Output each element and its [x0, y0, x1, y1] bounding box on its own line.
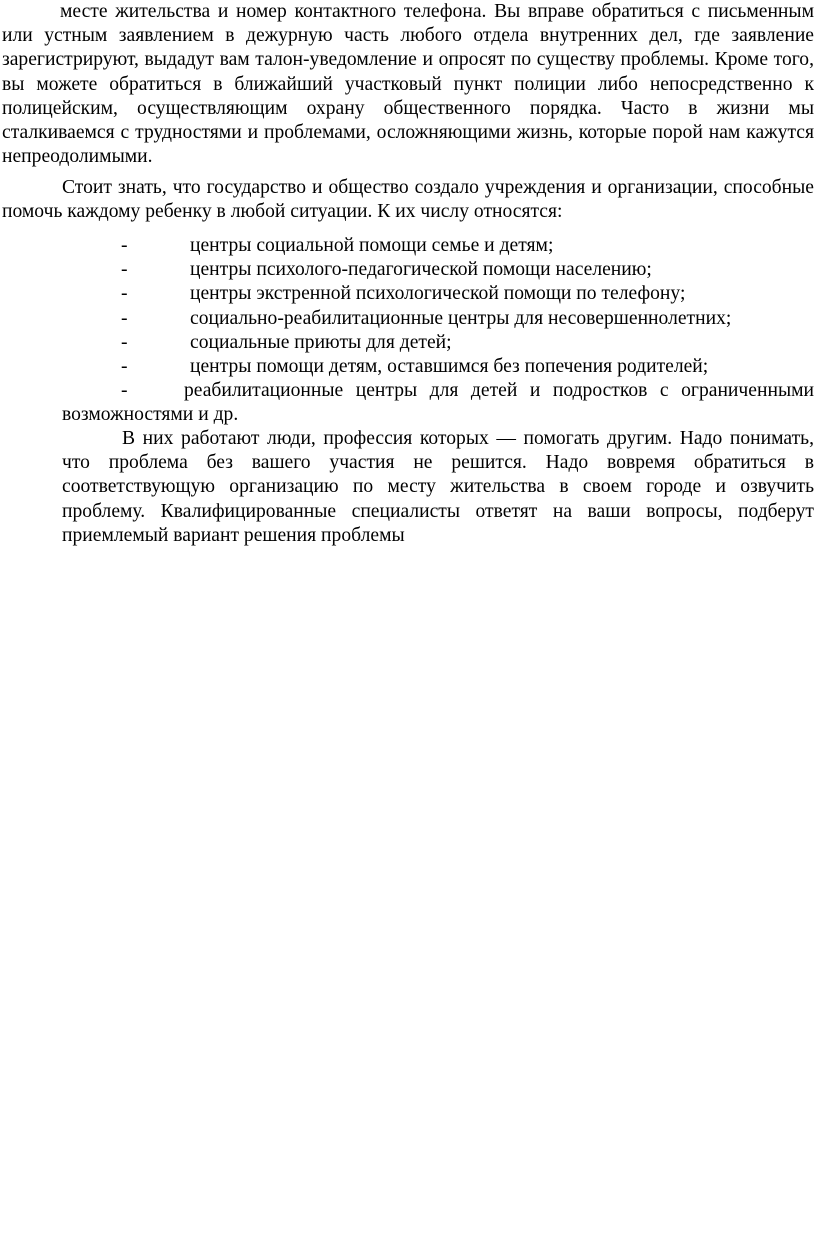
list-item	[0, 331, 816, 355]
list-marker: -	[121, 380, 128, 402]
list-marker: -	[121, 259, 128, 281]
list-item	[0, 234, 816, 258]
paragraph-specialists: В них работают люди, профессия которых — помогать другим. Надо понимать, что проблема без вашего участия не решится. Надо вовремя обратиться в соответствующую организацию по месту жительства в своем городе и озвучить проблему. Квалифицированные специалисты ответят на ваши вопросы, подберут приемлемый вариант решения проблемы	[62, 428, 814, 546]
list-item	[0, 379, 814, 427]
list-item-text: реабилитационные центры для детей и подростков с ограниченными возможностями и др.	[62, 380, 814, 426]
list-marker: -	[121, 355, 128, 377]
paragraph-institutions-intro: Стоит знать, что государство и общество создало учреждения и организации, способные помочь каждому ребенку в любой ситуации. К их числу относятся:	[2, 177, 814, 223]
institutions-list	[0, 234, 816, 428]
list-marker: -	[121, 283, 128, 305]
list-item-text: центры психолого-педагогической помощи населению;	[190, 259, 652, 281]
list-item	[0, 282, 816, 306]
list-item	[0, 307, 816, 331]
list-item-text: социально-реабилитационные центры для несовершеннолетних;	[190, 307, 732, 329]
list-item-text: центры экстренной психологической помощи по телефону;	[190, 283, 686, 305]
list-marker: -	[121, 307, 128, 329]
list-item-text: центры социальной помощи семье и детям;	[190, 235, 554, 256]
list-marker: -	[121, 331, 128, 353]
list-item-text: центры помощи детям, оставшимся без попечения родителей;	[190, 355, 709, 377]
list-item-text: социальные приюты для детей;	[190, 331, 452, 353]
paragraph-contact-police: месте жительства и номер контактного телефона. Вы вправе обратиться с письменным или устным заявлением в дежурную часть любого отдела внутренних дел, где заявление зарегистрируют, выдадут вам талон-уведомление и опросят по существу проблемы. Кроме того, вы можете обратиться в ближайший участковый пункт полиции либо непосредственно к полицейским, осуществляющим охрану общественного порядка. Часто в жизни мы сталкиваемся с трудностями и проблемами, осложняющими жизнь, которые порой нам кажутся непреодолимыми.	[2, 1, 814, 168]
list-marker: -	[121, 235, 128, 256]
list-item	[0, 258, 816, 282]
list-item	[0, 355, 816, 379]
